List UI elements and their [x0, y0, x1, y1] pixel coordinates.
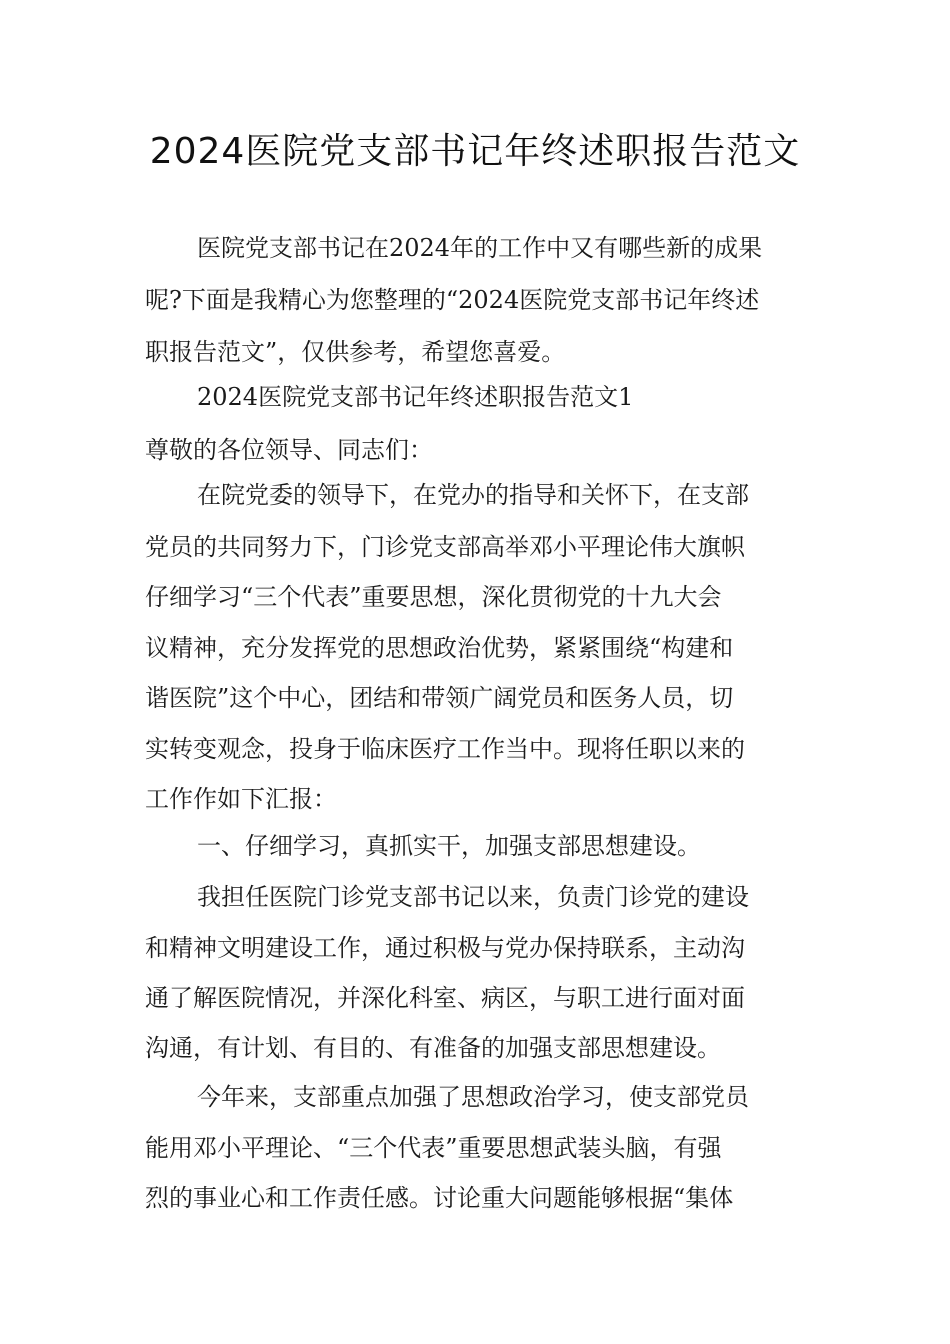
- paragraph-line: 沟通，有计划、有目的、有准备的加强支部思想建设。: [145, 1034, 721, 1062]
- paragraph-line: 能用邓小平理论、“三个代表”重要思想武装头脑，有强: [145, 1134, 722, 1162]
- paragraph-line: 实转变观念，投身于临床医疗工作当中。现将任职以来的: [145, 735, 745, 763]
- document-title: 2024医院党支部书记年终述职报告范文: [149, 131, 801, 172]
- paragraph-line: 医院党支部书记在2024年的工作中又有哪些新的成果: [197, 234, 763, 262]
- section-heading: 一、仔细学习，真抓实干，加强支部思想建设。: [197, 832, 701, 860]
- paragraph-line: 今年来，支部重点加强了思想政治学习，使支部党员: [197, 1083, 749, 1111]
- paragraph-line: 呢?下面是我精心为您整理的“2024医院党支部书记年终述: [145, 286, 760, 314]
- section-heading: 2024医院党支部书记年终述职报告范文1: [197, 383, 634, 411]
- paragraph-line: 谐医院”这个中心，团结和带领广阔党员和医务人员，切: [145, 684, 734, 712]
- paragraph-line: 在院党委的领导下，在党办的指导和关怀下，在支部: [197, 481, 749, 509]
- paragraph-line: 党员的共同努力下，门诊党支部高举邓小平理论伟大旗帜: [145, 533, 745, 561]
- salutation: 尊敬的各位领导、同志们：: [145, 436, 433, 464]
- paragraph-line: 议精神，充分发挥党的思想政治优势，紧紧围绕“构建和: [145, 634, 734, 662]
- paragraph-line: 烈的事业心和工作责任感。讨论重大问题能够根据“集体: [145, 1184, 734, 1212]
- paragraph-line: 和精神文明建设工作，通过积极与党办保持联系，主动沟: [145, 934, 745, 962]
- paragraph-line: 仔细学习“三个代表”重要思想，深化贯彻党的十九大会: [145, 583, 722, 611]
- paragraph-line: 我担任医院门诊党支部书记以来，负责门诊党的建设: [197, 883, 749, 911]
- paragraph-line: 通了解医院情况，并深化科室、病区，与职工进行面对面: [145, 984, 745, 1012]
- paragraph-line: 工作作如下汇报：: [145, 785, 337, 813]
- paragraph-line: 职报告范文”，仅供参考，希望您喜爱。: [145, 338, 566, 366]
